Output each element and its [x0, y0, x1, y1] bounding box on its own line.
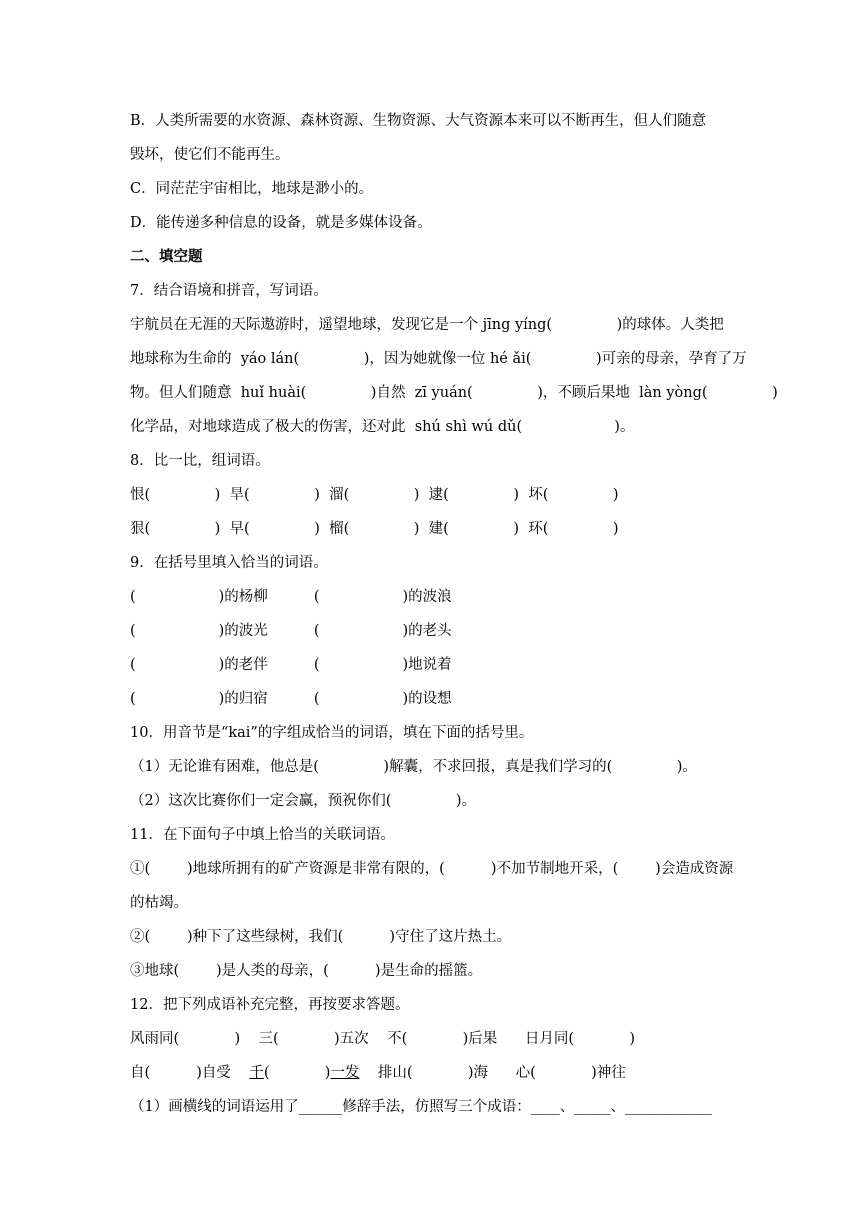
- question-7-line4: 化学品，对地球造成了极大的伤害，还对此 shú shì wú dǔ( )。: [130, 419, 635, 435]
- question-7-line2: 地球称为生命的 yáo lán( )，因为她就像一位 hé ǎi( )可亲的母亲，孕育了万: [130, 351, 747, 367]
- question-12-sub1: （1）画横线的词语运用了______修辞手法，仿照写三个成语：____、_____、____________: [130, 1099, 712, 1115]
- question-8-title: 8．比一比，组词语。: [130, 453, 270, 469]
- question-11-sentence3: ③地球( )是人类的母亲，( )是生命的摇篮。: [130, 963, 483, 979]
- question-7-line1: 宇航员在无涯的天际遨游时，遥望地球，发现它是一个 jīng yíng( )的球体。人类把: [130, 317, 724, 333]
- question-9-title: 9．在括号里填入恰当的词语。: [130, 555, 328, 571]
- question-10-sub1: （1）无论谁有困难，他总是( )解囊，不求回报，真是我们学习的( )。: [130, 759, 697, 775]
- question-9-row3: ( )的老伴 ( )地说着: [130, 657, 452, 673]
- question-8-row2: 狠( ) 早( ) 榴( ) 建( ) 环( ): [130, 521, 619, 537]
- question-11-sentence1-a: ①( )地球所拥有的矿产资源是非常有限的，( )不加节制地开采，( )会造成资源: [130, 861, 734, 877]
- question-7-line3: 物。但人们随意 huǐ huài( )自然 zī yuán( )，不顾后果地 làn yòng( ): [130, 385, 778, 401]
- question-9-row4: ( )的归宿 ( )的设想: [130, 691, 452, 707]
- option-d: D．能传递多种信息的设备，就是多媒体设备。: [130, 215, 432, 231]
- question-10-title: 10．用音节是“kai”的字组成恰当的词语，填在下面的括号里。: [130, 725, 534, 741]
- underlined-char: 千: [249, 1065, 264, 1081]
- idiom-segment: 排山( )海 心( )神往: [359, 1065, 626, 1081]
- section-title-fill-blanks: 二、填空题: [130, 249, 203, 265]
- question-10-sub2: （2）这次比赛你们一定会赢，预祝你们( )。: [130, 793, 477, 809]
- option-c: C．同茫茫宇宙相比，地球是渺小的。: [130, 181, 374, 197]
- question-7-title: 7．结合语境和拼音，写词语。: [130, 283, 328, 299]
- idiom-segment: 自( )自受: [130, 1065, 250, 1081]
- underlined-word: 一发: [330, 1065, 360, 1081]
- option-b-line2: 毁坏，使它们不能再生。: [130, 147, 290, 163]
- question-11-title: 11．在下面句子中填上恰当的关联词语。: [130, 827, 395, 843]
- question-9-row2: ( )的波光 ( )的老头: [130, 623, 452, 639]
- question-8-row1: 恨( ) 旱( ) 溜( ) 逮( ) 坏( ): [130, 487, 619, 503]
- idiom-segment: ( ): [263, 1065, 331, 1081]
- question-9-row1: ( )的杨柳 ( )的波浪: [130, 589, 452, 605]
- question-12-row1: 风雨同( ) 三( )五次 不( )后果 日月同( ): [130, 1031, 636, 1047]
- question-11-sentence2: ②( )种下了这些绿树，我们( )守住了这片热土。: [130, 929, 512, 945]
- question-12-row2: [130, 1063, 626, 1083]
- question-11-sentence1-b: 的枯竭。: [130, 895, 188, 911]
- option-b-line1: B．人类所需要的水资源、森林资源、生物资源、大气资源本来可以不断再生，但人们随意: [130, 113, 707, 129]
- question-12-title: 12．把下列成语补充完整，再按要求答题。: [130, 997, 410, 1013]
